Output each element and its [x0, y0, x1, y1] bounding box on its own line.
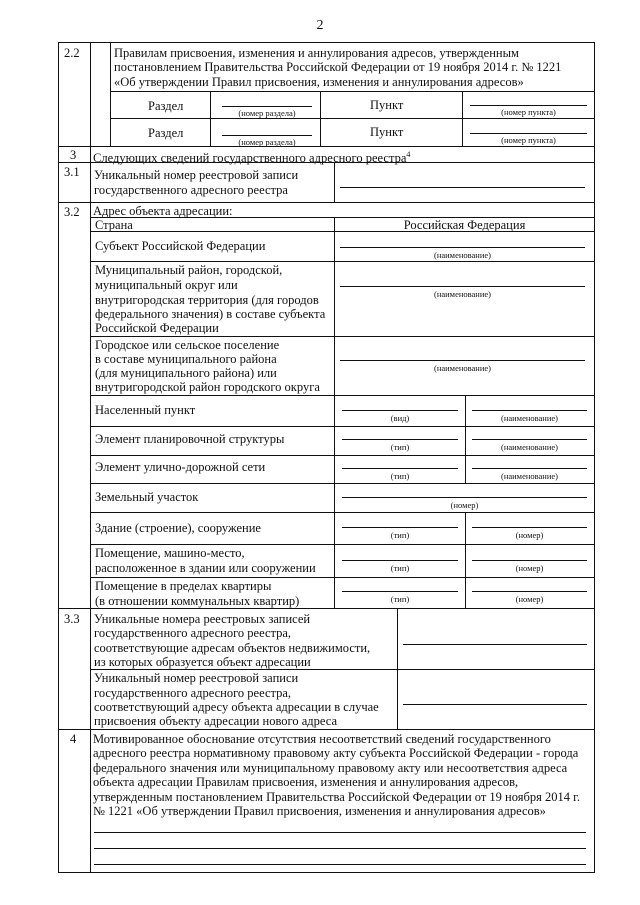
- section-number: 3.1: [64, 165, 80, 179]
- justification-text: федерального значения или муниципальному правовому акту или несоответствия адреса: [93, 761, 568, 775]
- new-address-record-label: государственного адресного реестра,: [94, 686, 292, 700]
- row-divider: [58, 202, 595, 203]
- premises-type-field[interactable]: [342, 560, 458, 561]
- row-divider: [90, 544, 595, 545]
- address-heading: Адрес объекта адресации:: [93, 204, 233, 218]
- item-label: Пункт: [370, 98, 404, 112]
- new-address-record-label: соответствующий адресу объекта адресации в случае: [94, 700, 379, 714]
- field-hint: (вид): [390, 413, 410, 423]
- field-hint: (наименование): [433, 250, 492, 260]
- planning-structure-label: Элемент планировочной структуры: [95, 432, 285, 446]
- row-divider: [90, 455, 595, 456]
- apartment-room-label: (в отношении коммунальных квартир): [95, 594, 300, 608]
- settlement-label: внутригородской район городского округа: [95, 380, 320, 394]
- source-records-label: из которых образуется объект адресации: [94, 655, 311, 669]
- municipal-label: Российской Федерации: [95, 321, 219, 335]
- new-address-record-label: Уникальный номер реестровой записи: [94, 671, 299, 685]
- settlement-label: в составе муниципального района: [95, 352, 277, 366]
- row-divider: [90, 426, 595, 427]
- field-hint: (номер пункта): [501, 107, 556, 117]
- col-divider: [465, 395, 466, 483]
- building-number-field[interactable]: [472, 527, 587, 528]
- new-address-record-label: присвоения объекту адресации нового адреса: [94, 714, 338, 728]
- locality-label: Населенный пункт: [95, 403, 196, 417]
- municipal-label: федерального значения) в составе субъекта: [95, 307, 326, 321]
- col-divider: [320, 91, 321, 146]
- col-divider: [462, 91, 463, 146]
- municipal-label: Муниципальный район, городской,: [95, 263, 283, 277]
- col-divider: [334, 162, 335, 202]
- field-hint: (номер): [515, 594, 544, 604]
- building-type-field[interactable]: [342, 527, 458, 528]
- record-number-label: государственного адресного реестра: [94, 183, 288, 197]
- footnote-mark: 4: [406, 150, 411, 159]
- planning-name-field[interactable]: [472, 439, 587, 440]
- field-hint: (номер): [515, 563, 544, 573]
- locality-kind-field[interactable]: [342, 410, 458, 411]
- premises-label: расположенное в здании или сооружении: [95, 561, 316, 575]
- subject-label: Субъект Российской Федерации: [95, 239, 266, 253]
- section-number-field[interactable]: [222, 135, 312, 136]
- street-name-field[interactable]: [472, 468, 587, 469]
- land-plot-label: Земельный участок: [95, 490, 199, 504]
- new-address-record-field[interactable]: [403, 704, 587, 705]
- field-hint: (номер): [450, 500, 479, 510]
- section-number-field[interactable]: [222, 106, 312, 107]
- section-heading: Следующих сведений государственного адресного реестра$^4$: [93, 150, 411, 166]
- settlement-field[interactable]: [340, 360, 585, 361]
- municipal-label: муниципальный округ или: [95, 278, 238, 292]
- row-divider: [90, 261, 595, 262]
- country-label: Страна: [95, 218, 133, 232]
- rules-reference-line: Правилам присвоения, изменения и аннулирования адресов, утвержденным: [114, 46, 519, 60]
- item-number-field[interactable]: [470, 133, 587, 134]
- source-records-field[interactable]: [403, 644, 587, 645]
- street-label: Элемент улично-дорожной сети: [95, 460, 266, 474]
- row-divider: [110, 118, 595, 119]
- country-value: Российская Федерация: [403, 218, 526, 232]
- item-number-field[interactable]: [470, 105, 587, 106]
- justification-field[interactable]: [94, 832, 586, 833]
- row-divider: [58, 729, 595, 730]
- field-hint: (номер): [515, 530, 544, 540]
- field-hint: (наименование): [500, 442, 559, 452]
- row-divider: [110, 91, 595, 92]
- item-label: Пункт: [370, 125, 404, 139]
- row-divider: [58, 146, 595, 147]
- justification-text: адресного реестра нормативному правовому акту субъекта Российской Федерации - города: [93, 746, 579, 760]
- justification-text: утвержденным постановлением Правительства Российской Федерации от 19 ноября 2014 г.: [93, 790, 580, 804]
- apartment-room-label: Помещение в пределах квартиры: [95, 579, 272, 593]
- col-divider: [465, 512, 466, 608]
- section-number: 4: [70, 732, 77, 746]
- apartment-room-type-field[interactable]: [342, 591, 458, 592]
- justification-text: объекта адресации Правилам присвоения, изменения и аннулирования адресов,: [93, 775, 519, 789]
- number-column-divider: [90, 42, 91, 873]
- field-hint: (наименование): [500, 471, 559, 481]
- field-hint: (тип): [390, 530, 410, 540]
- settlement-label: (для муниципального района) или: [95, 366, 277, 380]
- street-type-field[interactable]: [342, 468, 458, 469]
- row-divider: [90, 395, 595, 396]
- land-plot-number-field[interactable]: [342, 497, 587, 498]
- section-label: Раздел: [148, 99, 184, 113]
- field-hint: (тип): [390, 442, 410, 452]
- field-hint: (тип): [390, 563, 410, 573]
- source-records-label: Уникальные номера реестровых записей: [94, 612, 311, 626]
- field-hint: (наименование): [500, 413, 559, 423]
- col-divider: [397, 608, 398, 729]
- col-divider: [210, 91, 211, 146]
- apartment-room-number-field[interactable]: [472, 591, 587, 592]
- row-divider: [90, 336, 595, 337]
- field-hint: (номер раздела): [238, 137, 296, 147]
- section-number: 2.2: [64, 46, 80, 60]
- municipal-label: внутригородская территория (для городов: [95, 293, 319, 307]
- municipal-field[interactable]: [340, 286, 585, 287]
- subject-field[interactable]: [340, 247, 585, 248]
- record-number-field[interactable]: [340, 187, 585, 188]
- record-number-label: Уникальный номер реестровой записи: [94, 168, 299, 182]
- source-records-label: государственного адресного реестра,: [94, 626, 292, 640]
- indent-divider: [110, 42, 111, 146]
- building-label: Здание (строение), сооружение: [95, 521, 261, 535]
- justification-text: № 1221 «Об утверждении Правил присвоения, изменения и аннулирования адресов»: [93, 804, 546, 818]
- field-hint: (тип): [390, 594, 410, 604]
- settlement-label: Городское или сельское поселение: [95, 338, 280, 352]
- page-number: 2: [316, 18, 324, 33]
- row-divider: [90, 512, 595, 513]
- section-number: 3: [70, 148, 77, 162]
- planning-type-field[interactable]: [342, 439, 458, 440]
- field-hint: (номер пункта): [501, 135, 556, 145]
- justification-field[interactable]: [94, 864, 586, 865]
- field-hint: (наименование): [433, 363, 492, 373]
- justification-text: Мотивированное обоснование отсутствия несоответствий сведений государственного: [93, 732, 551, 746]
- row-divider: [90, 483, 595, 484]
- field-hint: (тип): [390, 471, 410, 481]
- premises-number-field[interactable]: [472, 560, 587, 561]
- field-hint: (наименование): [433, 289, 492, 299]
- locality-name-field[interactable]: [472, 410, 587, 411]
- rules-reference-line: «Об утверждении Правил присвоения, изменения и аннулирования адресов»: [114, 75, 524, 89]
- section-label: Раздел: [148, 126, 184, 140]
- section-number: 3.3: [64, 612, 80, 626]
- source-records-label: соответствующие адресам объектов недвижимости,: [94, 641, 371, 655]
- field-hint: (номер раздела): [238, 108, 296, 118]
- rules-reference-line: постановлением Правительства Российской Федерации от 19 ноября 2014 г. № 1221: [114, 60, 562, 74]
- col-divider: [334, 217, 335, 608]
- justification-field[interactable]: [94, 848, 586, 849]
- section-number: 3.2: [64, 205, 80, 219]
- row-divider: [90, 577, 595, 578]
- premises-label: Помещение, машино-место,: [95, 546, 245, 560]
